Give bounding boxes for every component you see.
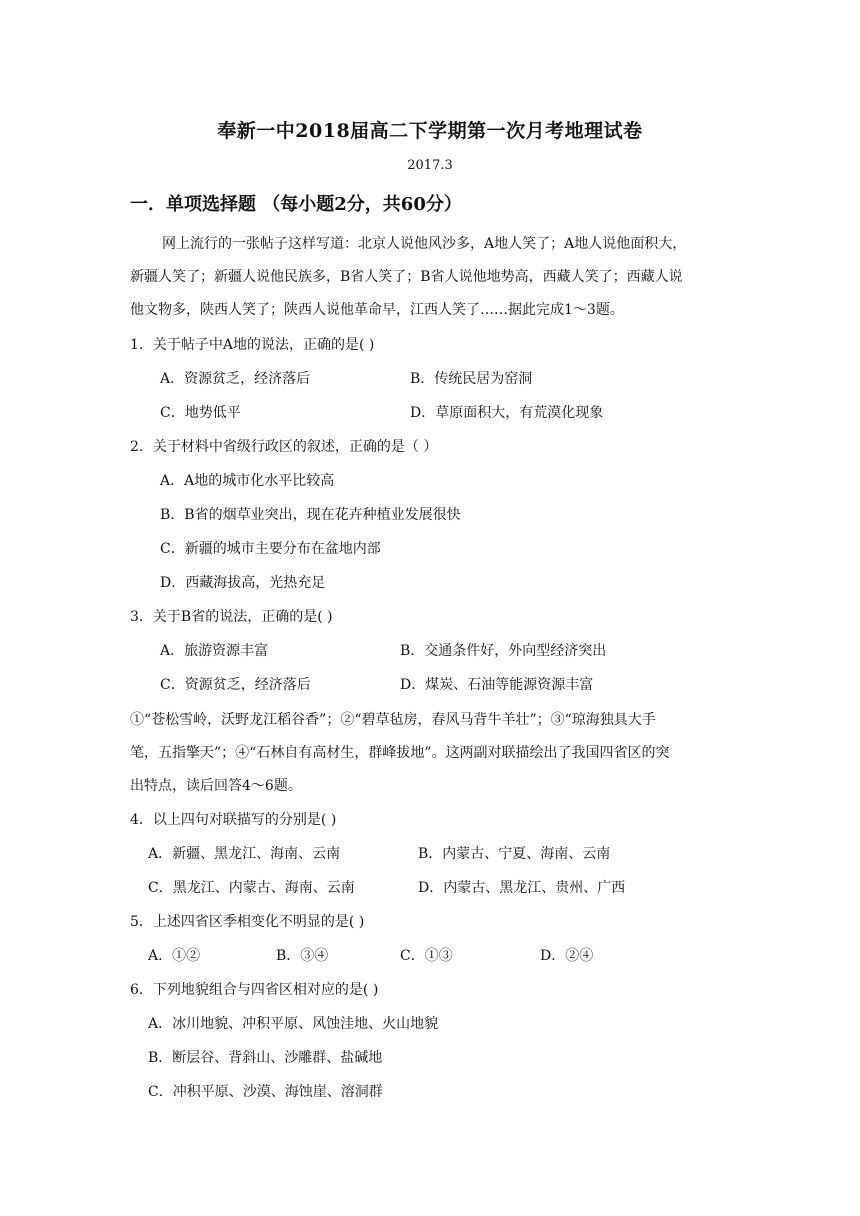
q6-option-c: C．冲积平原、沙漠、海蚀崖、溶洞群 bbox=[148, 1084, 383, 1100]
q4-option-c: C．黑龙江、内蒙古、海南、云南 bbox=[148, 880, 355, 896]
q3-stem: 3．关于B省的说法，正确的是( ) bbox=[130, 609, 333, 625]
passage1-line1: 网上流行的一张帖子这样写道：北京人说他风沙多，A地人笑了；A地人说他面积大， bbox=[162, 236, 687, 252]
q3-option-c: C．资源贫乏，经济落后 bbox=[160, 677, 311, 693]
q3-option-a: A．旅游资源丰富 bbox=[160, 643, 269, 659]
q3-option-d: D．煤炭、石油等能源资源丰富 bbox=[400, 677, 594, 693]
passage1-line3: 他文物多，陕西人笑了；陕西人说他革命早，江西人笑了……据此完成1～3题。 bbox=[130, 302, 624, 318]
q6-option-a: A．冰川地貌、冲积平原、风蚀洼地、火山地貌 bbox=[148, 1016, 439, 1032]
q6-option-b: B．断层谷、背斜山、沙雕群、盐碱地 bbox=[148, 1050, 383, 1066]
passage1-line2: 新疆人笑了；新疆人说他民族多，B省人笑了；B省人说他地势高，西藏人笑了；西藏人说 bbox=[130, 269, 683, 285]
passage2-line1: ①“苍松雪岭，沃野龙江稻谷香”；②“碧草毡房，春风马背牛羊壮”；③“琼海独具大手 bbox=[130, 712, 656, 728]
exam-date: 2017.3 bbox=[407, 158, 453, 173]
q2-stem: 2．关于材料中省级行政区的叙述，正确的是（ ） bbox=[130, 439, 438, 455]
q3-option-b: B．交通条件好，外向型经济突出 bbox=[400, 643, 607, 659]
q2-option-d: D．西藏海拔高，光热充足 bbox=[160, 575, 326, 591]
q5-option-d: D．②④ bbox=[540, 948, 594, 964]
q4-option-d: D．内蒙古、黑龙江、贵州、广西 bbox=[418, 880, 626, 896]
section-heading: 一．单项选择题 （每小题2分，共60分） bbox=[130, 194, 462, 215]
q2-option-b: B．B省的烟草业突出，现在花卉种植业发展很快 bbox=[160, 507, 461, 523]
exam-title: 奉新一中2018届高二下学期第一次月考地理试卷 bbox=[217, 120, 643, 142]
q6-stem: 6．下列地貌组合与四省区相对应的是( ) bbox=[130, 982, 379, 998]
q5-option-b: B．③④ bbox=[276, 948, 329, 964]
q1-stem: 1．关于帖子中A地的说法，正确的是( ) bbox=[130, 337, 375, 353]
q1-option-c: C．地势低平 bbox=[160, 405, 241, 421]
passage2-line2: 笔，五指擎天”；④“石林自有高材生，群峰拔地”。这两副对联描绘出了我国四省区的突 bbox=[130, 745, 670, 761]
passage2-line3: 出特点，读后回答4～6题。 bbox=[130, 778, 302, 794]
q5-option-c: C．①③ bbox=[400, 948, 453, 964]
q4-option-a: A．新疆、黑龙江、海南、云南 bbox=[148, 846, 341, 862]
q2-option-a: A．A地的城市化水平比较高 bbox=[160, 473, 335, 489]
q4-option-b: B．内蒙古、宁夏、海南、云南 bbox=[418, 846, 611, 862]
q5-stem: 5．上述四省区季相变化不明显的是( ) bbox=[130, 914, 365, 930]
q1-option-d: D．草原面积大，有荒漠化现象 bbox=[410, 405, 604, 421]
q2-option-c: C．新疆的城市主要分布在盆地内部 bbox=[160, 541, 381, 557]
q5-option-a: A．①② bbox=[148, 948, 201, 964]
q1-option-a: A．资源贫乏，经济落后 bbox=[160, 371, 311, 387]
q4-stem: 4．以上四句对联描写的分别是( ) bbox=[130, 812, 337, 828]
q1-option-b: B．传统民居为窑洞 bbox=[410, 371, 533, 387]
